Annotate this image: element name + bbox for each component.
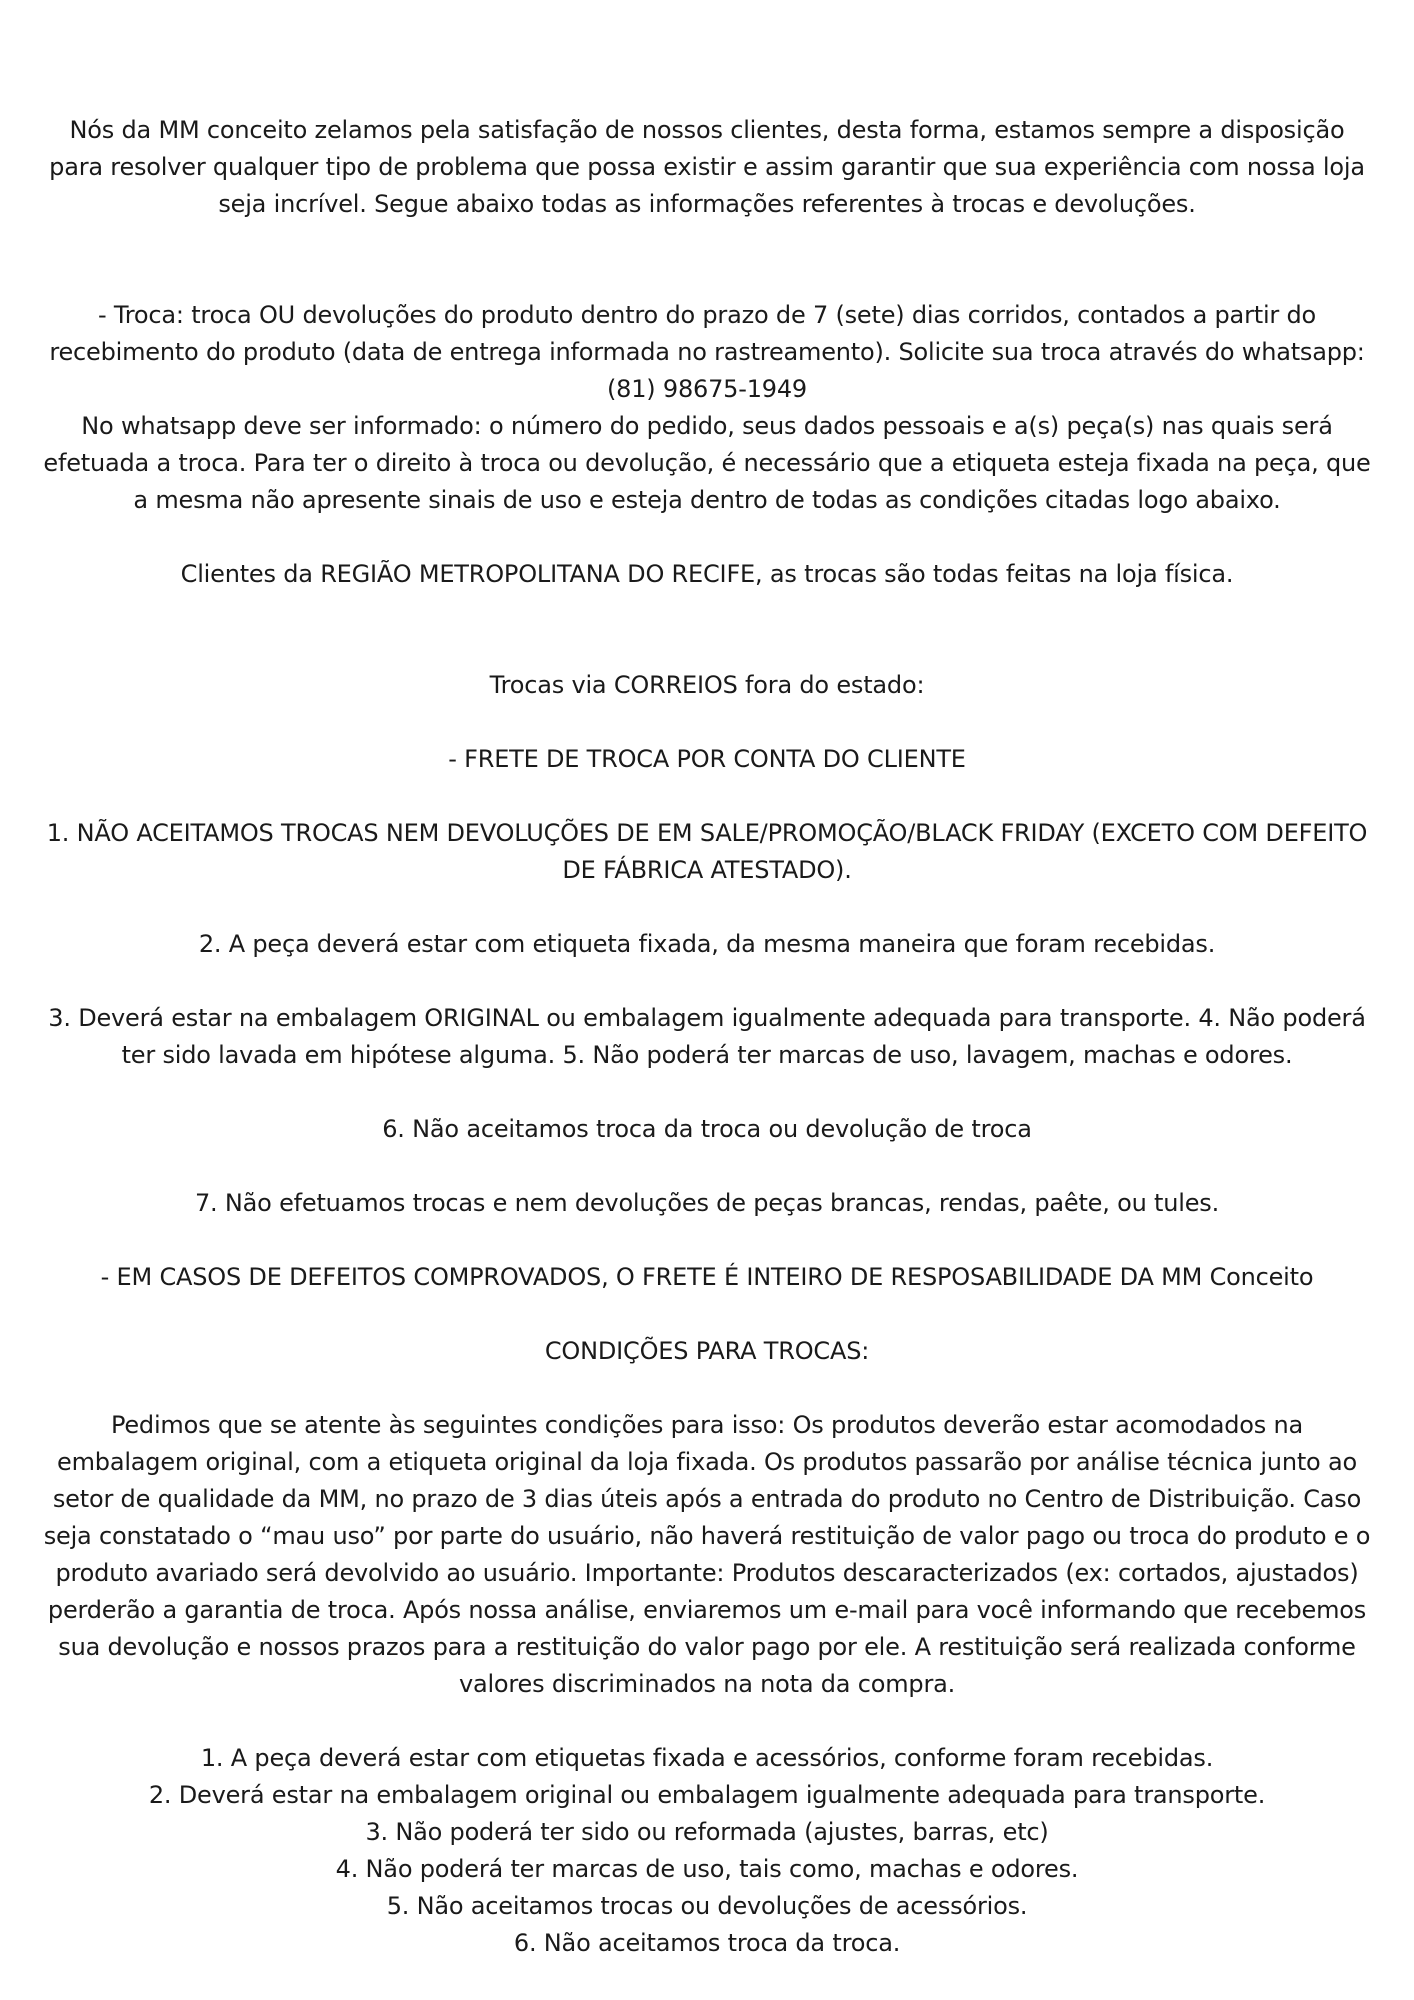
list-item: 4. Não poderá ter marcas de uso, tais como, machas e odores. xyxy=(335,1855,1079,1883)
list-item: 2. Deverá estar na embalagem original ou embalagem igualmente adequada para transporte. xyxy=(148,1781,1266,1809)
spacer xyxy=(40,963,1374,1000)
rule-3-4-5: 3. Deverá estar na embalagem ORIGINAL ou embalagem igualmente adequada para transporte. 4. Não poderá ter sido lavada em hipótese alguma. 5. Não poderá ter marcas de uso, lavagem, machas e odores. xyxy=(48,1004,1366,1069)
list-item: 5. Não aceitamos trocas ou devoluções de acessórios. xyxy=(386,1892,1028,1920)
spacer xyxy=(40,1296,1374,1333)
spacer xyxy=(40,1370,1374,1407)
spacer xyxy=(40,778,1374,815)
correios-heading: Trocas via CORREIOS fora do estado: xyxy=(489,671,925,699)
rule-7: 7. Não efetuamos trocas e nem devoluções de peças brancas, rendas, paête, ou tules. xyxy=(194,1189,1219,1217)
troca-paragraph: - Troca: troca OU devoluções do produto dentro do prazo de 7 (sete) dias corridos, contados a partir do recebimento do produto (data de entrega informada no rastreamento). Solicite sua troca através do whatsapp: (81) 98675-1949 xyxy=(49,301,1365,403)
spacer xyxy=(40,1703,1374,1740)
recife-paragraph: Clientes da REGIÃO METROPOLITANA DO RECIFE, as trocas são todas feitas na loja física. xyxy=(180,560,1234,588)
spacer xyxy=(40,889,1374,926)
spacer xyxy=(40,1222,1374,1259)
list-item: 3. Não poderá ter sido ou reformada (ajustes, barras, etc) xyxy=(365,1818,1049,1846)
defeitos-line: - EM CASOS DE DEFEITOS COMPROVADOS, O FRETE É INTEIRO DE RESPOSABILIDADE DA MM Conceito xyxy=(100,1263,1314,1291)
rule-1: 1. NÃO ACEITAMOS TROCAS NEM DEVOLUÇÕES DE EM SALE/PROMOÇÃO/BLACK FRIDAY (EXCETO COM DEFEITO DE FÁBRICA ATESTADO). xyxy=(46,819,1368,884)
frete-line: - FRETE DE TROCA POR CONTA DO CLIENTE xyxy=(448,745,966,773)
intro-paragraph: Nós da MM conceito zelamos pela satisfação de nossos clientes, desta forma, estamos sempre a disposição para resolver qualquer tipo de problema que possa existir e assim garantir que sua experiência com nossa loja seja incrível. Segue abaixo todas as informações referentes à trocas e devoluções. xyxy=(49,116,1365,218)
whatsapp-info-paragraph: No whatsapp deve ser informado: o número do pedido, seus dados pessoais e a(s) peça(s) nas quais será efetuada a troca. Para ter o direito à troca ou devolução, é necessário que a etiqueta esteja fixada na peça, que a mesma não apresente sinais de uso e esteja dentro de todas as condições citadas logo abaixo. xyxy=(43,412,1371,514)
rule-2: 2. A peça deverá estar com etiqueta fixada, da mesma maneira que foram recebidas. xyxy=(198,930,1216,958)
condicoes-paragraph: Pedimos que se atente às seguintes condições para isso: Os produtos deverão estar acomodados na embalagem original, com a etiqueta original da loja fixada. Os produtos passarão por análise técnica junto ao setor de qualidade da MM, no prazo de 3 dias úteis após a entrada do produto no Centro de Distribuição. Caso seja constatado o “mau uso” por parte do usuário, não haverá restituição de valor pago ou troca do produto e o produto avariado será devolvido ao usuário. Importante: Produtos descaracterizados (ex: cortados, ajustados) perderão a garantia de troca. Após nossa análise, enviaremos um e-mail para você informando que recebemos sua devolução e nossos prazos para a restituição do valor pago por ele. A restituição será realizada conforme valores discriminados na nota da compra. xyxy=(43,1411,1371,1698)
condicoes-heading: CONDIÇÕES PARA TROCAS: xyxy=(544,1337,870,1365)
list-item: 1. A peça deverá estar com etiquetas fixada e acessórios, conforme foram recebidas. xyxy=(200,1744,1214,1772)
list-item: 6. Não aceitamos troca da troca. xyxy=(513,1929,901,1957)
policy-document xyxy=(40,112,1374,1962)
spacer xyxy=(40,519,1374,556)
spacer xyxy=(40,593,1374,667)
spacer xyxy=(40,704,1374,741)
spacer xyxy=(40,1148,1374,1185)
spacer xyxy=(40,1074,1374,1111)
rule-6: 6. Não aceitamos troca da troca ou devolução de troca xyxy=(382,1115,1032,1143)
condicoes-list xyxy=(40,1740,1374,1962)
spacer xyxy=(40,223,1374,297)
